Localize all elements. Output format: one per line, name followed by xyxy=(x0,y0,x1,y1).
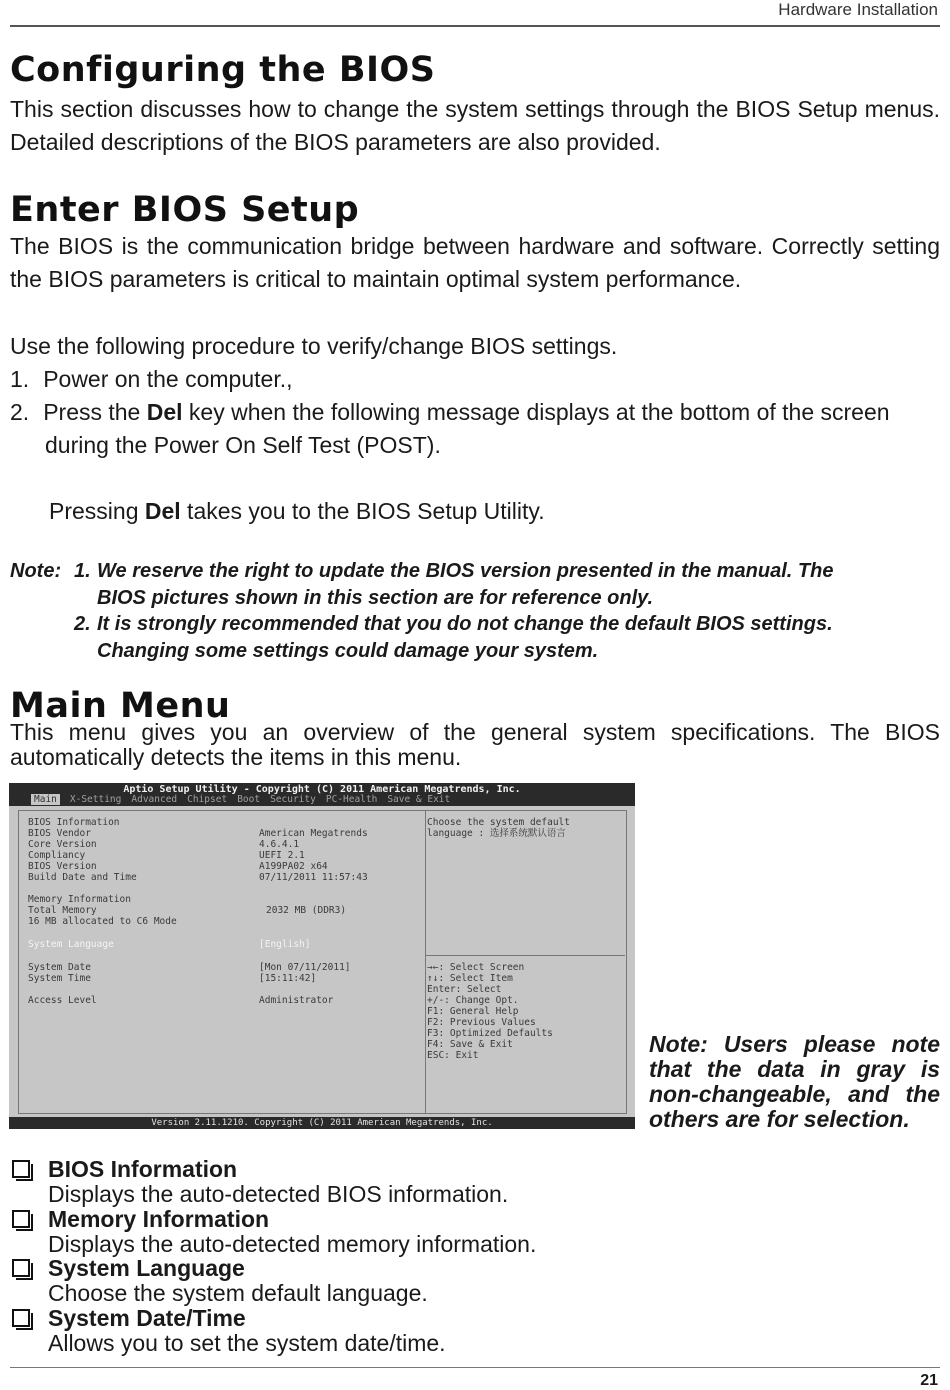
step-2-continued: during the Power On Self Test (POST). xyxy=(45,432,441,458)
bios-version-value: A199PA02 x64 xyxy=(259,861,328,872)
pressing-del-line xyxy=(49,495,545,528)
bios-help-divider xyxy=(425,955,625,956)
key-change-opt: +/-: Change Opt. xyxy=(427,995,519,1006)
bios-tab-boot[interactable]: Boot xyxy=(237,794,261,805)
key-f1: F1: General Help xyxy=(427,1006,519,1017)
page-number: 21 xyxy=(920,1372,938,1389)
note-2-line-1: It is strongly recommended that you do not change the default BIOS settings. xyxy=(97,613,833,635)
running-header: Hardware Installation xyxy=(778,0,938,19)
bios-tab-chipset[interactable]: Chipset xyxy=(187,794,228,805)
step-2-text-post: key when the following message displays at the bottom of the screen xyxy=(182,399,890,425)
item-bios-information-desc: Displays the auto-detected BIOS information. xyxy=(48,1181,509,1207)
core-version-value: 4.6.4.1 xyxy=(259,839,300,850)
note-2-line-2: Changing some settings could damage your system. xyxy=(97,640,599,662)
item-system-date-time-desc: Allows you to set the system date/time. xyxy=(48,1330,446,1356)
checkbox-bullet-icon xyxy=(12,1259,30,1277)
bios-tab-advanced[interactable]: Advanced xyxy=(131,794,178,805)
total-memory-label: Total Memory xyxy=(28,905,97,916)
bios-tab-save-exit[interactable]: Save & Exit xyxy=(387,794,451,805)
enter-bios-body: The BIOS is the communication bridge between hardware and software. Correctly setting the BIOS parameters is critical to maintain optimal system performance. xyxy=(10,233,940,292)
enter-bios-heading: Enter BIOS Setup xyxy=(10,190,360,230)
item-system-language-title: System Language xyxy=(48,1255,245,1281)
note-2-number: 2. xyxy=(74,613,91,635)
del-key: Del xyxy=(146,399,183,425)
bios-tab-x-setting[interactable]: X-Setting xyxy=(69,794,122,805)
c6-mode-label: 16 MB allocated to C6 Mode xyxy=(28,916,177,927)
section-title-configuring xyxy=(10,50,436,90)
side-note: Note: Users please note that the data in gray is non-changeable, and the others are for selection. xyxy=(649,1031,940,1132)
key-f3: F3: Optimized Defaults xyxy=(427,1028,553,1039)
header-rule xyxy=(10,25,940,27)
system-language-value[interactable]: [English] xyxy=(259,939,311,950)
bios-tab-security[interactable]: Security xyxy=(270,794,316,805)
item-system-language-desc: Choose the system default language. xyxy=(48,1280,428,1306)
bios-info-heading: BIOS Information xyxy=(28,817,120,828)
main-menu-heading: Main Menu xyxy=(10,686,231,726)
step-2 xyxy=(10,396,890,429)
key-f4: F4: Save & Exit xyxy=(427,1039,513,1050)
pressing-pre: Pressing xyxy=(49,498,145,524)
total-memory-value: 2032 MB (DDR3) xyxy=(266,905,347,916)
checkbox-bullet-icon xyxy=(12,1210,30,1228)
step-2-text-pre: Press the xyxy=(43,399,147,425)
build-date-value: 07/11/2011 11:57:43 xyxy=(259,872,368,883)
pressing-del-key: Del xyxy=(144,498,181,524)
key-enter: Enter: Select xyxy=(427,984,502,995)
step-1-number: 1. xyxy=(10,366,30,392)
system-language-label[interactable]: System Language xyxy=(28,939,114,950)
main-menu-body: This menu gives you an overview of the general system specifications. The BIOS automatically detects the items in this menu. xyxy=(10,719,940,770)
note-1-line-1: We reserve the right to update the BIOS version presented in the manual. The xyxy=(97,560,834,582)
pressing-post: takes you to the BIOS Setup Utility. xyxy=(180,498,545,524)
bios-screenshot xyxy=(9,783,635,1129)
step-2-number: 2. xyxy=(10,399,30,425)
system-date-label[interactable]: System Date xyxy=(28,962,91,973)
bios-tab-pc-health[interactable]: PC-Health xyxy=(325,794,378,805)
bios-version-footer: Version 2.11.1210. Copyright (C) 2011 American Megatrends, Inc. xyxy=(9,1117,635,1129)
bios-vendor-label: BIOS Vendor xyxy=(28,828,91,839)
checkbox-bullet-icon xyxy=(12,1309,30,1327)
access-level-label: Access Level xyxy=(28,995,97,1006)
configuring-heading: Configuring the BIOS xyxy=(10,50,436,90)
core-version-label: Core Version xyxy=(28,839,97,850)
configuring-body: This section discusses how to change the system settings through the BIOS Setup menus. Detailed descriptions of the BIOS parameters are also provided. xyxy=(10,96,940,155)
system-date-value[interactable]: [Mon 07/11/2011] xyxy=(259,962,351,973)
memory-info-heading: Memory Information xyxy=(28,894,131,905)
bios-vendor-value: American Megatrends xyxy=(259,828,368,839)
step-1 xyxy=(10,363,293,396)
item-bios-information-title: BIOS Information xyxy=(48,1156,238,1182)
step-1-text: Power on the computer., xyxy=(43,366,293,392)
procedure-intro: Use the following procedure to verify/change BIOS settings. xyxy=(10,333,618,359)
bios-title: Aptio Setup Utility - Copyright (C) 2011 American Megatrends, Inc. xyxy=(123,784,521,795)
bios-version-label: BIOS Version xyxy=(28,861,97,872)
note-1-number: 1. xyxy=(74,560,91,582)
help-text-line-1: Choose the system default xyxy=(427,817,570,828)
key-f2: F2: Previous Values xyxy=(427,1017,536,1028)
note-1-line-2: BIOS pictures shown in this section are for reference only. xyxy=(97,587,654,609)
bios-tab-bar xyxy=(31,794,450,805)
help-text-line-2: language : 选择系统默认语言 xyxy=(427,828,566,839)
footer-rule xyxy=(10,1367,940,1368)
access-level-value: Administrator xyxy=(259,995,334,1006)
system-time-value[interactable]: [15:11:42] xyxy=(259,973,317,984)
compliancy-value: UEFI 2.1 xyxy=(259,850,305,861)
note-label: Note: xyxy=(10,560,62,582)
compliancy-label: Compliancy xyxy=(28,850,86,861)
key-select-screen: →←: Select Screen xyxy=(427,962,525,973)
checkbox-bullet-icon xyxy=(12,1160,30,1178)
item-system-date-time-title: System Date/Time xyxy=(48,1305,246,1331)
bios-tab-main[interactable]: Main xyxy=(31,794,60,805)
build-date-label: Build Date and Time xyxy=(28,872,137,883)
item-memory-information-title: Memory Information xyxy=(48,1206,270,1232)
system-time-label[interactable]: System Time xyxy=(28,973,91,984)
section-title-enter-bios xyxy=(10,190,359,230)
key-select-item: ↑↓: Select Item xyxy=(427,973,513,984)
item-memory-information-desc: Displays the auto-detected memory information. xyxy=(48,1231,537,1257)
key-esc: ESC: Exit xyxy=(427,1050,479,1061)
